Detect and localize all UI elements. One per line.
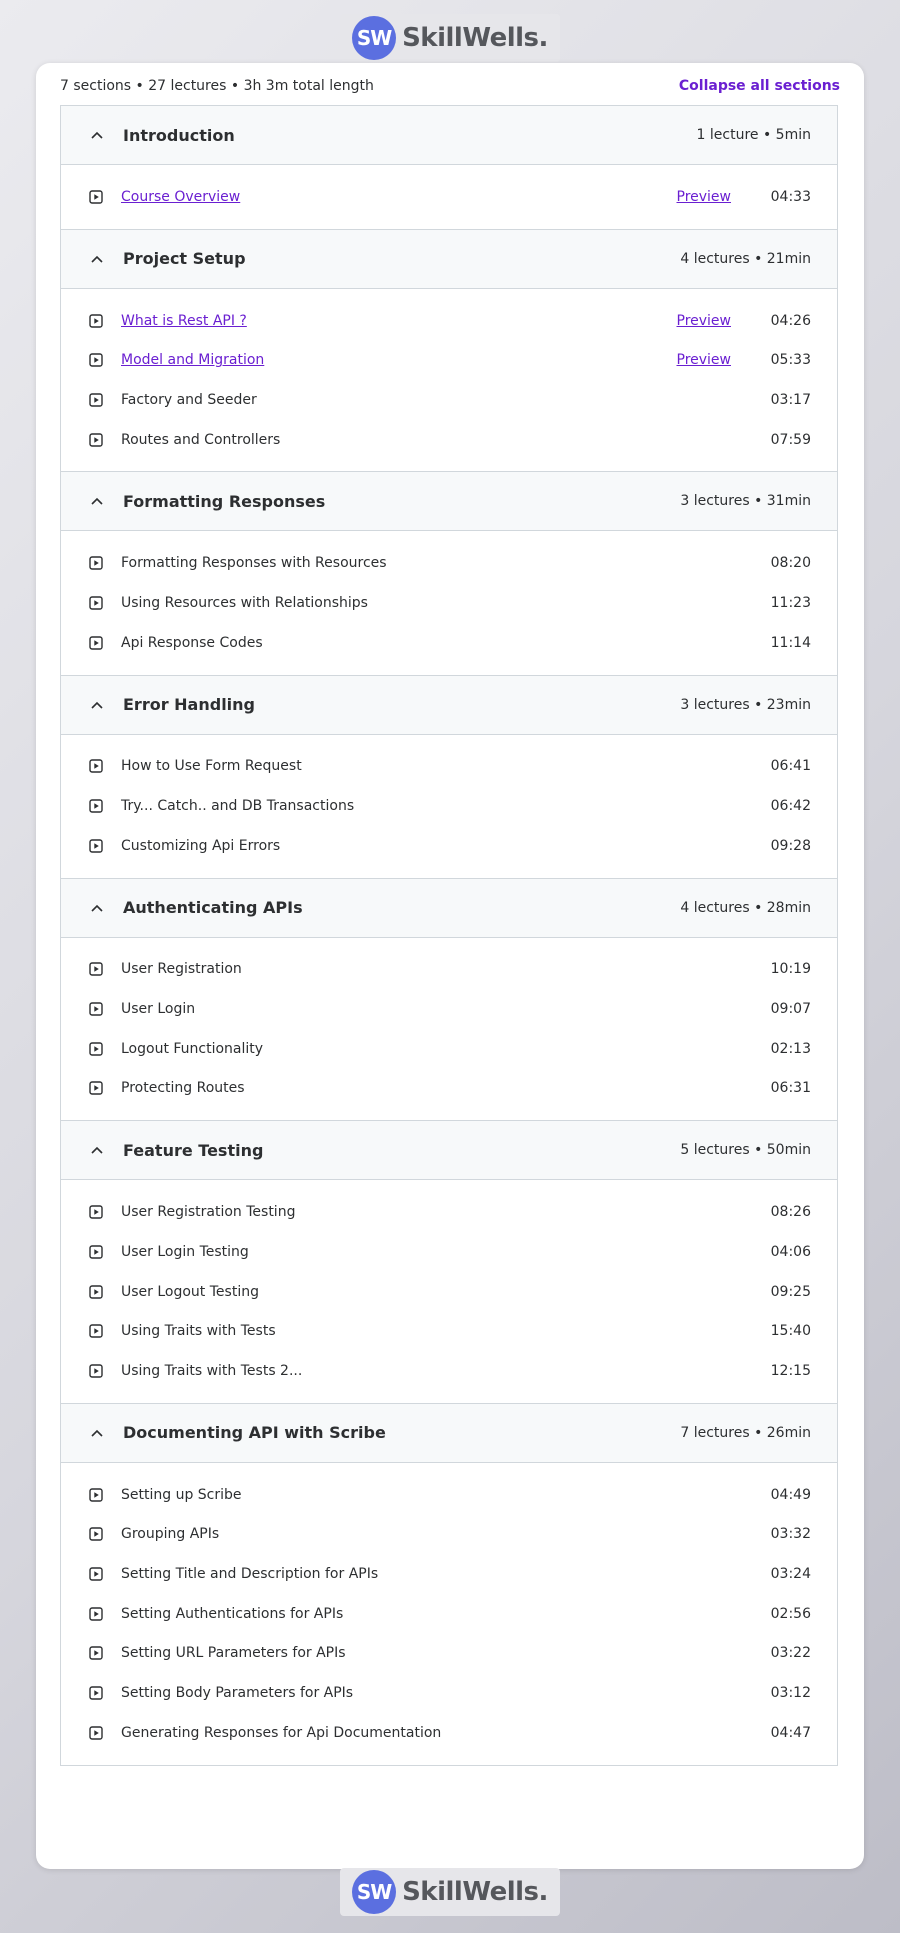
- video-play-icon: [89, 556, 107, 570]
- section-header[interactable]: [61, 1404, 837, 1463]
- lecture-title[interactable]: Course Overview: [121, 188, 241, 205]
- video-play-icon: [89, 636, 107, 650]
- section-header[interactable]: [61, 676, 837, 735]
- section-title: Feature Testing: [123, 1140, 264, 1160]
- lecture-title: Protecting Routes: [121, 1080, 245, 1097]
- section-title: Documenting API with Scribe: [123, 1423, 386, 1443]
- lecture-duration: 05:33: [770, 352, 811, 369]
- chevron-up-icon: [91, 255, 109, 263]
- lecture-title: User Registration: [121, 961, 242, 978]
- lecture-title[interactable]: Model and Migration: [121, 352, 265, 369]
- lecture-title: Setting Body Parameters for APIs: [121, 1685, 354, 1702]
- lecture-duration: 09:07: [770, 1001, 811, 1018]
- video-play-icon: [89, 1364, 107, 1378]
- section-list: [60, 105, 838, 1766]
- lecture-title: Setting URL Parameters for APIs: [121, 1645, 346, 1662]
- curriculum-header: [60, 75, 840, 97]
- lecture-title: Api Response Codes: [121, 634, 263, 651]
- chevron-up-icon: [91, 1146, 109, 1154]
- lecture-item: [61, 1272, 837, 1312]
- lecture-duration: 03:17: [770, 391, 811, 408]
- lecture-duration: 04:26: [770, 312, 811, 329]
- lecture-title: Customizing Api Errors: [121, 837, 281, 854]
- lecture-item[interactable]: [61, 177, 837, 217]
- section-lecture-list: [61, 531, 837, 675]
- video-play-icon: [89, 1488, 107, 1502]
- lecture-item: [61, 1634, 837, 1674]
- brand-logo-bottom: [340, 1868, 560, 1916]
- lecture-item: [61, 1192, 837, 1232]
- lecture-item: [61, 1311, 837, 1351]
- lecture-duration: 09:25: [770, 1283, 811, 1300]
- video-play-icon: [89, 1527, 107, 1541]
- lecture-item: [61, 420, 837, 460]
- lecture-duration: 11:14: [770, 634, 811, 651]
- lecture-title: Routes and Controllers: [121, 431, 281, 448]
- lecture-title: Logout Functionality: [121, 1040, 264, 1057]
- lecture-duration: 04:49: [770, 1486, 811, 1503]
- lecture-item: [61, 1232, 837, 1272]
- section-header[interactable]: [61, 230, 837, 289]
- lecture-duration: 10:19: [770, 961, 811, 978]
- lecture-title: User Login: [121, 1001, 196, 1018]
- section-title: Introduction: [123, 125, 235, 145]
- lecture-title: Grouping APIs: [121, 1526, 220, 1543]
- video-play-icon: [89, 1686, 107, 1700]
- lecture-item: [61, 1554, 837, 1594]
- video-play-icon: [89, 1245, 107, 1259]
- section-lecture-list: [61, 289, 837, 473]
- lecture-duration: 02:56: [770, 1605, 811, 1622]
- lecture-duration: 03:22: [770, 1645, 811, 1662]
- video-play-icon: [89, 1646, 107, 1660]
- section-meta: 3 lectures • 31min: [680, 493, 811, 510]
- section-meta: 3 lectures • 23min: [680, 696, 811, 713]
- lecture-item: [61, 1351, 837, 1391]
- lecture-title: User Registration Testing: [121, 1204, 296, 1221]
- video-play-icon: [89, 1607, 107, 1621]
- section-header[interactable]: [61, 472, 837, 531]
- video-play-icon: [89, 314, 107, 328]
- course-content-card: [36, 63, 864, 1869]
- video-play-icon: [89, 190, 107, 204]
- chevron-up-icon: [91, 131, 109, 139]
- lecture-item: [61, 1069, 837, 1109]
- preview-link[interactable]: Preview: [676, 312, 731, 329]
- video-play-icon: [89, 1324, 107, 1338]
- section-header[interactable]: [61, 1121, 837, 1180]
- brand-name: SkillWells.: [402, 23, 548, 53]
- lecture-duration: 09:28: [770, 837, 811, 854]
- section-meta: 7 lectures • 26min: [680, 1424, 811, 1441]
- section-meta: 1 lecture • 5min: [696, 127, 811, 143]
- lecture-title: Using Traits with Tests: [121, 1323, 276, 1340]
- lecture-duration: 04:06: [770, 1243, 811, 1260]
- lecture-item: [61, 786, 837, 826]
- lecture-duration: 03:12: [770, 1685, 811, 1702]
- video-play-icon: [89, 393, 107, 407]
- section-title: Error Handling: [123, 695, 256, 714]
- video-play-icon: [89, 839, 107, 853]
- chevron-up-icon: [91, 701, 109, 709]
- video-play-icon: [89, 799, 107, 813]
- section-lecture-list: [61, 938, 837, 1122]
- brand-mark: SW: [352, 1870, 396, 1914]
- video-play-icon: [89, 1567, 107, 1581]
- lecture-duration: 08:20: [770, 555, 811, 572]
- chevron-up-icon: [91, 904, 109, 912]
- lecture-title[interactable]: What is Rest API ?: [121, 312, 247, 329]
- brand-mark: SW: [352, 16, 396, 60]
- section-title: Formatting Responses: [123, 491, 326, 511]
- lecture-duration: 12:15: [770, 1362, 811, 1379]
- section-lecture-list: [61, 165, 837, 230]
- section-lecture-list: [61, 735, 837, 879]
- lecture-title: Setting Authentications for APIs: [121, 1605, 344, 1622]
- lecture-title: Using Traits with Tests 2...: [121, 1362, 303, 1379]
- section-header[interactable]: [61, 879, 837, 938]
- lecture-item[interactable]: [61, 301, 837, 341]
- lecture-item: [61, 1475, 837, 1515]
- lecture-title: Setting up Scribe: [121, 1486, 242, 1503]
- lecture-title: Generating Responses for Api Documentation: [121, 1724, 442, 1741]
- lecture-title: Formatting Responses with Resources: [121, 555, 387, 572]
- curriculum-summary: 7 sections • 27 lectures • 3h 3m total length: [60, 78, 374, 94]
- section-meta: 4 lectures • 21min: [680, 250, 811, 267]
- chevron-up-icon: [91, 497, 109, 505]
- lecture-title: How to Use Form Request: [121, 758, 302, 775]
- video-play-icon: [89, 1285, 107, 1299]
- lecture-duration: 03:32: [770, 1526, 811, 1543]
- lecture-item: [61, 1029, 837, 1069]
- lecture-item: [61, 583, 837, 623]
- video-play-icon: [89, 433, 107, 447]
- lecture-duration: 03:24: [770, 1565, 811, 1582]
- collapse-all-button[interactable]: Collapse all sections: [678, 78, 840, 94]
- lecture-duration: 02:13: [770, 1040, 811, 1057]
- lecture-duration: 06:42: [770, 798, 811, 815]
- lecture-title: User Login Testing: [121, 1243, 249, 1260]
- section-title: Authenticating APIs: [123, 898, 303, 918]
- brand-name: SkillWells.: [402, 1877, 548, 1907]
- video-play-icon: [89, 1042, 107, 1056]
- lecture-item: [61, 1514, 837, 1554]
- lecture-duration: 15:40: [770, 1323, 811, 1340]
- lecture-title: Factory and Seeder: [121, 391, 257, 408]
- lecture-item: [61, 826, 837, 866]
- lecture-item: [61, 1594, 837, 1634]
- lecture-duration: 06:31: [770, 1080, 811, 1097]
- video-play-icon: [89, 1002, 107, 1016]
- chevron-up-icon: [91, 1429, 109, 1437]
- lecture-duration: 08:26: [770, 1204, 811, 1221]
- lecture-title: Using Resources with Relationships: [121, 594, 368, 611]
- lecture-item: [61, 380, 837, 420]
- brand-logo-top: [340, 14, 560, 62]
- video-play-icon: [89, 353, 107, 367]
- section-title: Project Setup: [123, 249, 246, 269]
- lecture-item[interactable]: [61, 340, 837, 380]
- section-header[interactable]: [61, 106, 837, 165]
- lecture-title: Try... Catch.. and DB Transactions: [121, 798, 355, 815]
- video-play-icon: [89, 1726, 107, 1740]
- preview-link[interactable]: Preview: [676, 188, 731, 205]
- section-meta: 5 lectures • 50min: [680, 1142, 811, 1159]
- video-play-icon: [89, 596, 107, 610]
- lecture-duration: 04:33: [770, 188, 811, 205]
- lecture-item: [61, 950, 837, 990]
- lecture-duration: 11:23: [770, 594, 811, 611]
- lecture-duration: 06:41: [770, 758, 811, 775]
- lecture-title: Setting Title and Description for APIs: [121, 1565, 379, 1582]
- lecture-duration: 07:59: [770, 431, 811, 448]
- video-play-icon: [89, 759, 107, 773]
- lecture-duration: 04:47: [770, 1724, 811, 1741]
- video-play-icon: [89, 1081, 107, 1095]
- lecture-item: [61, 989, 837, 1029]
- lecture-title: User Logout Testing: [121, 1283, 259, 1300]
- video-play-icon: [89, 1205, 107, 1219]
- lecture-item: [61, 543, 837, 583]
- section-lecture-list: [61, 1180, 837, 1403]
- lecture-item: [61, 747, 837, 787]
- section-meta: 4 lectures • 28min: [680, 899, 811, 916]
- video-play-icon: [89, 962, 107, 976]
- lecture-item: [61, 1673, 837, 1713]
- lecture-item: [61, 623, 837, 663]
- preview-link[interactable]: Preview: [676, 352, 731, 369]
- section-lecture-list: [61, 1463, 837, 1765]
- lecture-item: [61, 1713, 837, 1753]
